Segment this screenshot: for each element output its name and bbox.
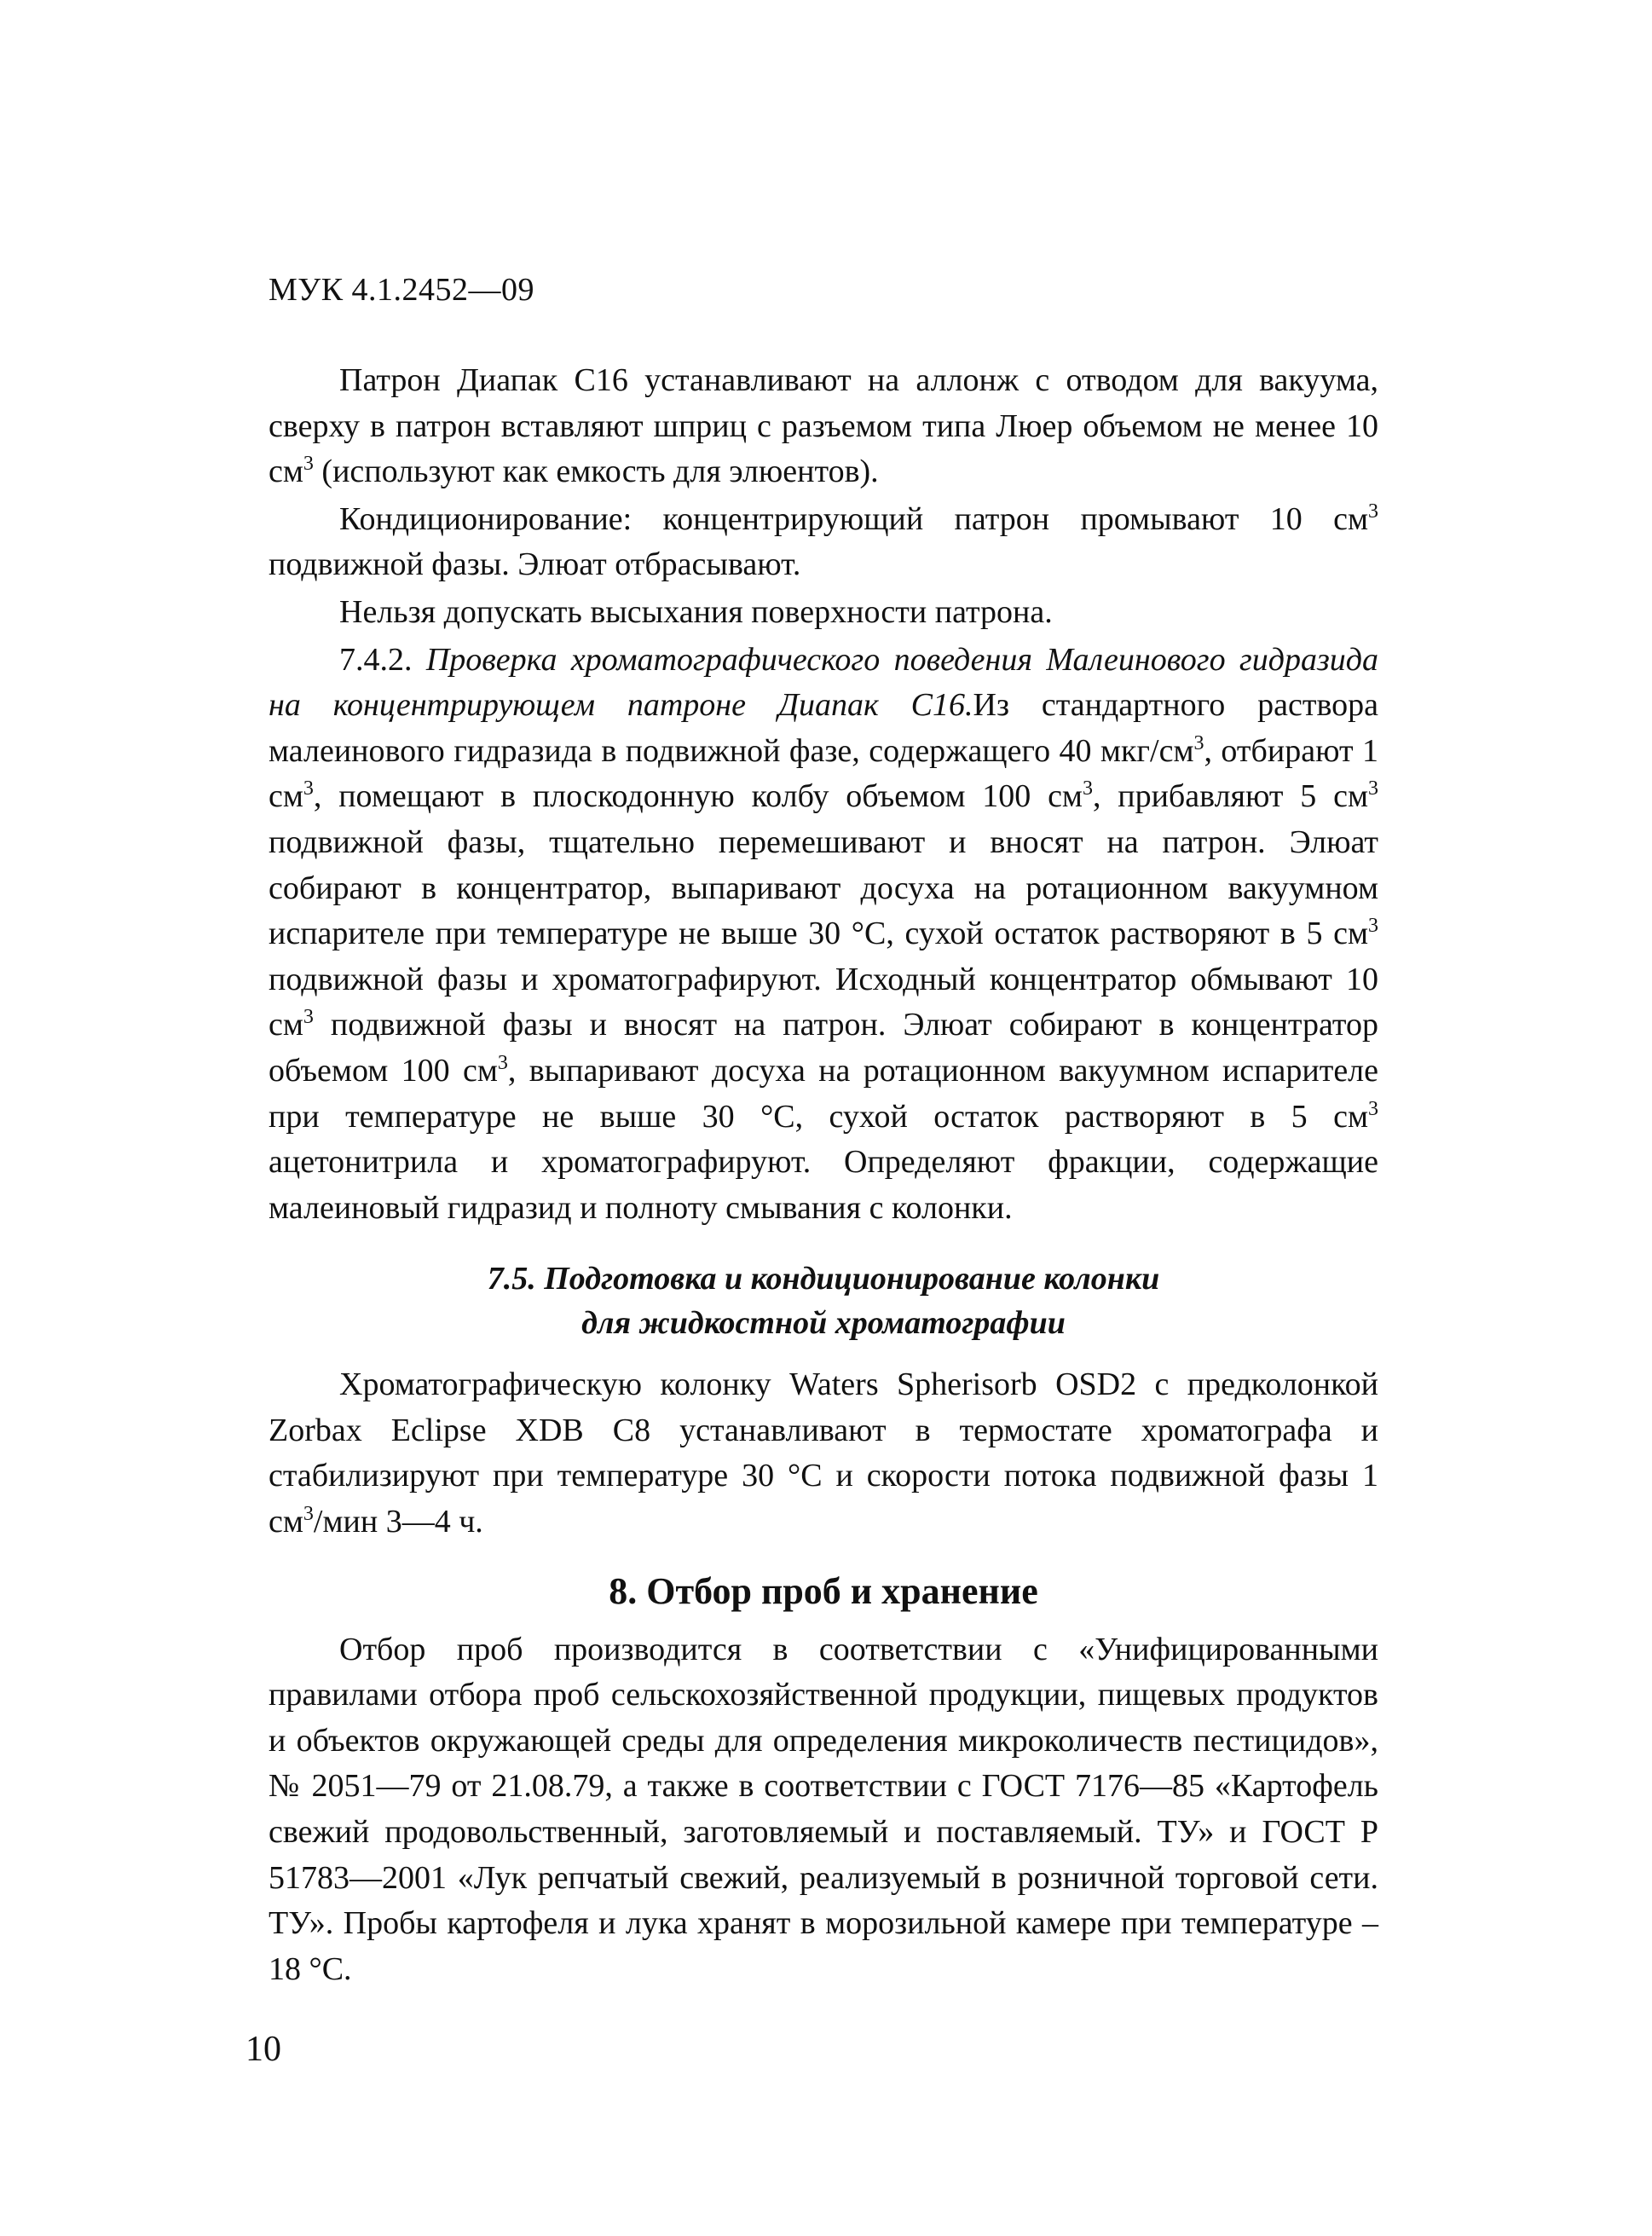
paragraph-sampling: Отбор проб производится в соответствии с «Унифицированными правилами отбора проб сельскохозяйственной продукции, пищевых продуктов и объектов окружающей среды для определения микроколичеств пестицидов», № 2051—79 от 21.08.79, а также в соответствии с ГОСТ 7176—85 «Картофель свежий продовольственный, заготовляемый и поставляемый. ТУ» и ГОСТ Р 51783—2001 «Лук репчатый свежий, реализуемый в розничной торговой сети. ТУ». Пробы картофеля и лука хранят в морозильной камере при температуре – 18 °С. xyxy=(269,1631,1378,1987)
paragraph-7-4-2: 7.4.2. Проверка хроматографического поведения Малеинового гидразида на концентрирующем патроне Диапак C16.Из стандартного раствора малеинового гидразида в подвижной фазе, содержащего 40 мкг/$см^3$, отбирают 1 $см^3$, помещают в плоскодонную колбу объемом 100 $см^3$, прибавляют 5 $см^3$ подвижной фазы, тщательно перемешивают и вносят на патрон. Элюат собирают в концентратор, выпаривают досуха на ротационном вакуумном испарителе при температуре не выше 30 °С, сухой остаток растворяют в 5 $см^3$ подвижной фазы и хроматографируют. Исходный концентратор обмывают 10 $см^3$ подвижной фазы и вносят на патрон. Элюат собирают в концентратор объемом 100 $см^3$, выпаривают досуха на ротационном вакуумном испарителе при температуре не выше 30 °С, сухой остаток растворяют в 5 $см^3$ ацетонитрила и хроматографируют. Определяют фракции, содержащие малеиновый гидразид и полноту смывания с колонки. xyxy=(269,641,1379,1226)
paragraph-conditioning: Кондиционирование: концентрирующий патрон промывают 10 $см^3$ подвижной фазы. Элюат отбрасывают. xyxy=(269,500,1378,583)
document-body xyxy=(269,358,1378,1994)
document-header: МУК 4.1.2452—09 xyxy=(269,272,535,308)
page-number: 10 xyxy=(245,2030,281,2069)
paragraph-cartridge-setup: Патрон Диапак C16 устанавливают на аллонж с отводом для вакуума, сверху в патрон вставляют шприц с разъемом типа Люер объемом не менее 10 $см^3$ (используют как емкость для элюентов). xyxy=(269,362,1378,490)
paragraph-column-setup: Хроматографическую колонку Waters Spherisorb OSD2 с предколонкой Zorbax Eclipse XDB C8 устанавливают в термостате хроматографа и стабилизируют при температуре 30 °С и скорости потока подвижной фазы 1 $см^3$/мин 3—4 ч. xyxy=(269,1366,1378,1540)
subsection-title-7-4-2: Проверка хроматографического поведения Малеинового гидразида на концентрирующем патроне Диапак C16. xyxy=(269,641,1379,724)
section-heading-8: 8. Отбор проб и хранение xyxy=(609,1569,1038,1612)
subsection-heading-7-5: 7.5. Подготовка и кондиционирование колонки для жидкостной хроматографии xyxy=(487,1261,1160,1342)
paragraph-drying-warning: Нельзя допускать высыхания поверхности патрона. xyxy=(339,593,1053,630)
